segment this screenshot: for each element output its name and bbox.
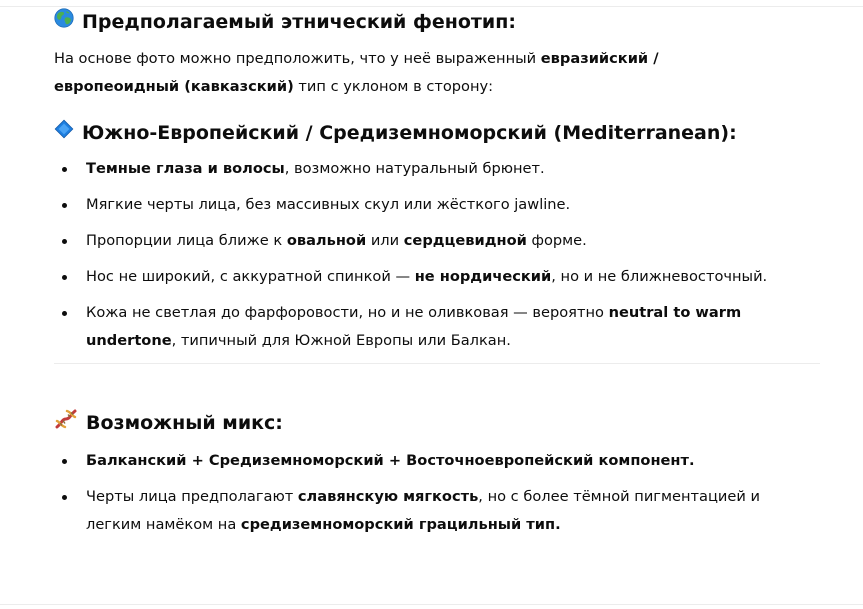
list-item-text: форме. [526, 232, 587, 249]
list-item-bold-text: neutral to warm undertone [86, 304, 742, 349]
list-item-bold-text: сердцевидной [403, 232, 527, 249]
heading-phenotype [54, 8, 820, 36]
assistant-message [54, 0, 820, 547]
heading-mediterranean-text: Южно-Европейский / Средиземноморский (Mediterranean): [82, 122, 737, 144]
list-item [54, 227, 794, 255]
list-item-text: Нос не широкий, с аккуратной спинкой — [86, 268, 415, 285]
list-item [54, 447, 794, 475]
heading-mediterranean [54, 119, 820, 147]
mix-list [54, 447, 794, 539]
heading-mix-text: Возможный микс: [86, 412, 283, 434]
intro-text: На основе фото можно предположить, что у неё выраженный [54, 50, 541, 67]
list-item-text: , возможно натуральный брюнет. [284, 160, 545, 177]
list-item [54, 155, 794, 183]
list-item [54, 299, 794, 355]
list-item-bold-text: Балканский + Средиземноморский + Восточноевропейский компонент. [86, 452, 695, 469]
list-item-text: Мягкие черты лица, без массивных скул или жёсткого jawline. [86, 196, 571, 213]
list-item-bold-text: средиземноморский грацильный тип. [240, 516, 561, 533]
mediterranean-list [54, 155, 794, 355]
list-item [54, 483, 794, 539]
list-item-text: , но с более тёмной пигментацией и легким намёком на [86, 488, 760, 533]
heading-mix [54, 408, 820, 438]
blue-diamond-icon [54, 119, 74, 147]
section-divider [54, 363, 820, 364]
heading-phenotype-text: Предполагаемый этнический фенотип: [82, 11, 516, 33]
list-item-text: Пропорции лица ближе к [86, 232, 287, 249]
globe-icon [54, 8, 74, 36]
list-item-bold-text: не нордический [414, 268, 552, 285]
list-item-bold-text: Темные глаза и волосы [86, 160, 285, 177]
intro-paragraph [54, 45, 774, 101]
intro-bold-text: евразийский / европеоидный (кавказский) [54, 50, 659, 95]
list-item [54, 263, 794, 291]
list-item-bold-text: овальной [286, 232, 367, 249]
bottom-divider [0, 604, 863, 605]
list-item [54, 191, 794, 219]
list-item-bold-text: славянскую мягкость [297, 488, 479, 505]
list-item-text: Кожа не светлая до фарфоровости, но и не оливковая — вероятно [86, 304, 609, 321]
list-item-text: или [366, 232, 404, 249]
list-item-text: , типичный для Южной Европы или Балкан. [171, 332, 511, 349]
intro-text: тип с уклоном в сторону: [293, 78, 494, 95]
list-item-text: Черты лица предполагают [86, 488, 298, 505]
list-item-text: , но и не ближневосточный. [551, 268, 768, 285]
dna-icon [54, 408, 78, 438]
